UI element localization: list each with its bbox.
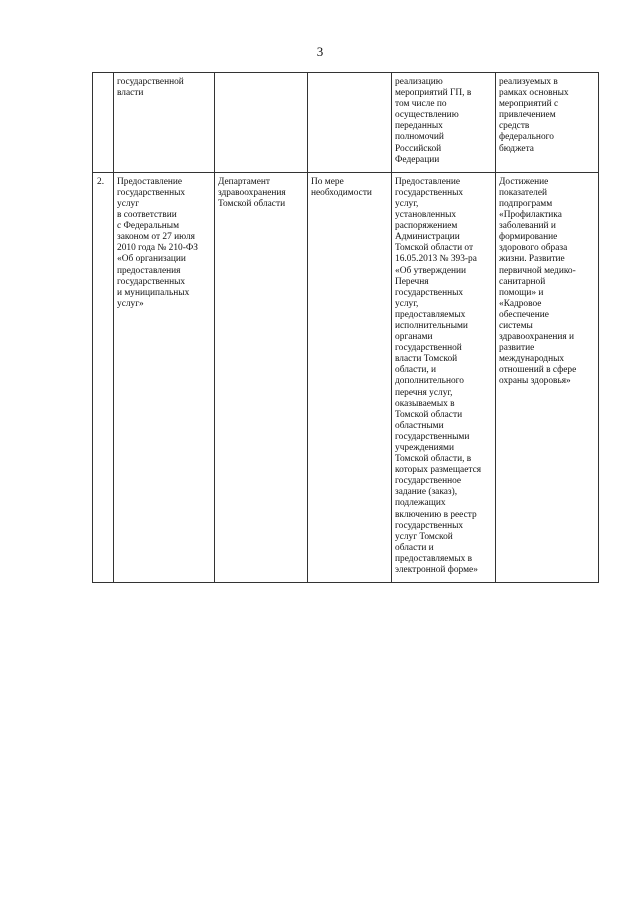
service-cell: Предоставление государственных услуг в соответствии с Федеральным законом от 27 июля 2010 года № 210-ФЗ «Об организации предоставления государственных и муниципальных услуг»	[114, 172, 215, 582]
page-number: 3	[316, 44, 324, 59]
department-cell	[215, 73, 308, 173]
result-cell: реализуемых в рамках основных мероприятий с привлечением средств федерального бюджета	[496, 73, 599, 173]
department-cell: Департамент здравоохранения Томской области	[215, 172, 308, 582]
result-cell: Достижение показателей подпрограмм «Профилактика заболеваний и формирование здорового образа жизни. Развитие первичной медико- санитарной помощи» и «Кадровое обеспечение системы здравоохранения и развитие международных отношений в сфере охраны здоровья»	[496, 172, 599, 582]
basis-cell: Предоставление государственных услуг, установленных распоряжением Администрации Томской области от 16.05.2013 № 393-ра «Об утверждении Перечня государственных услуг, предоставляемых исполнительными органами государственной власти Томской области, и дополнительного перечня услуг, оказываемых в Томской области областными государственными учреждениями Томской области, в которых размещается государственное задание (заказ), подлежащих включению в реестр государственных услуг Томской области и предоставляемых в электронной форме»	[392, 172, 496, 582]
table-row	[93, 172, 599, 582]
timing-cell: По мере необходимости	[308, 172, 392, 582]
table-row	[93, 73, 599, 173]
timing-cell	[308, 73, 392, 173]
service-cell: государственной власти	[114, 73, 215, 173]
row-number-cell: 2.	[93, 172, 114, 582]
basis-cell: реализацию мероприятий ГП, в том числе по осуществлению переданных полномочий Российской Федерации	[392, 73, 496, 173]
row-number-cell	[93, 73, 114, 173]
document-table	[92, 72, 599, 583]
